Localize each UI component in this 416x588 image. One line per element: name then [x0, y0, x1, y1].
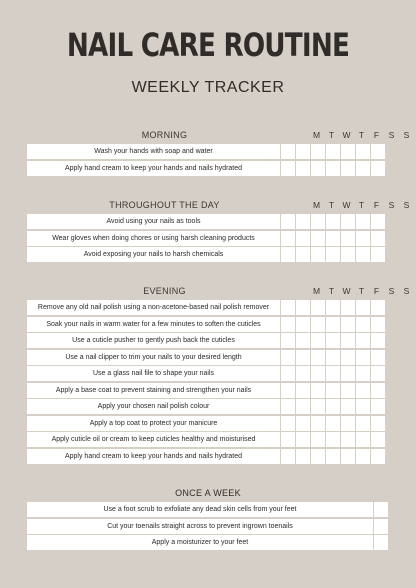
checkbox-cell[interactable] [326, 416, 340, 431]
checkbox-cell[interactable] [341, 161, 355, 176]
checkbox-cell[interactable] [281, 350, 295, 365]
checkbox-cell[interactable] [356, 144, 370, 159]
checkbox-cell[interactable] [311, 350, 325, 365]
checkbox-cell[interactable] [341, 300, 355, 315]
checkbox-cell[interactable] [281, 333, 295, 348]
task-label: Apply a base coat to prevent staining and strengthen your nails [27, 383, 280, 398]
day-header: M [312, 130, 321, 140]
checkbox-cell[interactable] [296, 333, 310, 348]
section-header [27, 486, 389, 502]
checkbox-cell[interactable] [281, 399, 295, 414]
checkbox-cell[interactable] [326, 350, 340, 365]
checkbox-cell[interactable] [341, 416, 355, 431]
section-label: ONCE A WEEK [175, 488, 241, 498]
checkbox-cell[interactable] [326, 214, 340, 229]
task-label: Use a glass nail file to shape your nails [27, 366, 280, 381]
task-row [27, 535, 389, 550]
task-row [27, 231, 389, 246]
checkbox-cell[interactable] [311, 366, 325, 381]
checkbox-cell[interactable] [356, 247, 370, 262]
checkbox-cell[interactable] [311, 231, 325, 246]
checkbox-cell[interactable] [341, 144, 355, 159]
checkbox-cell[interactable] [326, 144, 340, 159]
page-subtitle: WEEKLY TRACKER [131, 79, 285, 96]
task-label: Remove any old nail polish using a non-acetone-based nail polish remover [27, 300, 280, 315]
day-header: S [403, 286, 410, 296]
checkbox-cell[interactable] [296, 317, 310, 332]
checkbox-cell[interactable] [311, 247, 325, 262]
task-label: Avoid using your nails as tools [27, 214, 280, 229]
checkbox-cell[interactable] [356, 300, 370, 315]
checkbox-cell[interactable] [374, 502, 388, 517]
checkbox-cell[interactable] [311, 333, 325, 348]
checkbox-cell[interactable] [311, 300, 325, 315]
task-row [27, 383, 389, 398]
checkbox-cell[interactable] [326, 317, 340, 332]
day-header: S [388, 286, 395, 296]
checkbox-cell[interactable] [296, 432, 310, 447]
checkbox-cell[interactable] [341, 333, 355, 348]
task-row [27, 416, 389, 431]
checkbox-cell[interactable] [296, 449, 310, 464]
day-header: F [373, 130, 380, 140]
checkbox-cell[interactable] [356, 317, 370, 332]
checkbox-cell[interactable] [311, 449, 325, 464]
checkbox-cell[interactable] [281, 161, 295, 176]
checkbox-cell[interactable] [341, 383, 355, 398]
day-header: T [358, 200, 365, 210]
checkbox-cell[interactable] [326, 399, 340, 414]
task-row [27, 449, 389, 464]
task-label: Avoid exposing your nails to harsh chemicals [27, 247, 280, 262]
checkbox-cell[interactable] [356, 161, 370, 176]
checkbox-cell[interactable] [281, 144, 295, 159]
checkbox-cell[interactable] [326, 432, 340, 447]
checkbox-cell[interactable] [311, 416, 325, 431]
checkbox-cell[interactable] [311, 399, 325, 414]
checkbox-cell[interactable] [371, 383, 385, 398]
checkbox-cell[interactable] [326, 300, 340, 315]
task-label: Soak your nails in warm water for a few minutes to soften the cuticles [27, 317, 280, 332]
checkbox-cell[interactable] [326, 383, 340, 398]
checkbox-cell[interactable] [341, 214, 355, 229]
task-label: Apply a top coat to protect your manicure [27, 416, 280, 431]
checkbox-cell[interactable] [296, 300, 310, 315]
checkbox-cell[interactable] [341, 350, 355, 365]
day-header: W [342, 130, 351, 140]
checkbox-cell[interactable] [281, 449, 295, 464]
task-row [27, 317, 389, 332]
task-label: Use a nail clipper to trim your nails to your desired length [27, 350, 280, 365]
checkbox-cell[interactable] [296, 161, 310, 176]
task-label: Wash your hands with soap and water [27, 144, 280, 159]
checkbox-cell[interactable] [281, 432, 295, 447]
task-row [27, 350, 389, 365]
checkbox-cell[interactable] [341, 449, 355, 464]
section-label: THROUGHOUT THE DAY [109, 200, 220, 210]
task-row [27, 247, 389, 262]
checkbox-cell[interactable] [371, 300, 385, 315]
day-header: T [358, 286, 365, 296]
checkbox-cell[interactable] [356, 350, 370, 365]
task-row [27, 161, 389, 176]
task-row [27, 432, 389, 447]
task-row [27, 300, 389, 315]
day-header: W [342, 200, 351, 210]
section-evening [27, 284, 410, 465]
task-row [27, 502, 389, 517]
day-header: T [328, 130, 335, 140]
checkbox-cell[interactable] [281, 214, 295, 229]
page-title: NAIL CARE ROUTINE [66, 26, 350, 64]
checkbox-cell[interactable] [296, 399, 310, 414]
checkbox-cell[interactable] [341, 366, 355, 381]
checkbox-cell[interactable] [296, 144, 310, 159]
checkbox-cell[interactable] [374, 535, 388, 550]
checkbox-cell[interactable] [296, 214, 310, 229]
checkbox-cell[interactable] [326, 333, 340, 348]
checkbox-cell[interactable] [356, 333, 370, 348]
checkbox-cell[interactable] [311, 317, 325, 332]
section-morning [27, 128, 410, 177]
checkbox-cell[interactable] [296, 247, 310, 262]
day-header: S [403, 130, 410, 140]
checkbox-cell[interactable] [374, 519, 388, 534]
task-row [27, 144, 389, 159]
section-header [27, 284, 410, 300]
day-headers [309, 286, 414, 296]
checkbox-cell[interactable] [341, 231, 355, 246]
checkbox-cell[interactable] [371, 416, 385, 431]
checkbox-cell[interactable] [371, 449, 385, 464]
task-row [27, 399, 389, 414]
task-label: Cut your toenails straight across to prevent ingrown toenails [27, 519, 373, 534]
day-headers [309, 130, 414, 140]
checkbox-cell[interactable] [341, 247, 355, 262]
checkbox-cell[interactable] [341, 317, 355, 332]
section-header [27, 128, 410, 144]
checkbox-cell[interactable] [281, 231, 295, 246]
checkbox-cell[interactable] [311, 383, 325, 398]
day-header: F [373, 200, 380, 210]
checkbox-cell[interactable] [296, 350, 310, 365]
checkbox-cell[interactable] [326, 247, 340, 262]
checkbox-cell[interactable] [356, 214, 370, 229]
checkbox-cell[interactable] [371, 350, 385, 365]
checkbox-cell[interactable] [281, 300, 295, 315]
day-headers [309, 200, 414, 210]
checkbox-cell[interactable] [371, 214, 385, 229]
section-label: EVENING [143, 286, 186, 296]
task-label: Apply cuticle oil or cream to keep cuticles healthy and moisturised [27, 432, 280, 447]
day-header: T [358, 130, 365, 140]
checkbox-cell[interactable] [326, 449, 340, 464]
day-header: F [373, 286, 380, 296]
task-label: Apply hand cream to keep your hands and nails hydrated [27, 161, 280, 176]
checkbox-cell[interactable] [296, 383, 310, 398]
day-header: M [312, 286, 321, 296]
checkbox-cell[interactable] [326, 231, 340, 246]
checkbox-cell[interactable] [311, 161, 325, 176]
day-header: S [388, 130, 395, 140]
checkbox-cell[interactable] [296, 416, 310, 431]
task-row [27, 366, 389, 381]
checkbox-cell[interactable] [371, 247, 385, 262]
checkbox-cell[interactable] [311, 432, 325, 447]
checkbox-cell[interactable] [311, 144, 325, 159]
checkbox-cell[interactable] [326, 366, 340, 381]
checkbox-cell[interactable] [281, 383, 295, 398]
task-label: Use a foot scrub to exfoliate any dead skin cells from your feet [27, 502, 373, 517]
task-label: Apply hand cream to keep your hands and nails hydrated [27, 449, 280, 464]
checkbox-cell[interactable] [371, 144, 385, 159]
task-label: Use a cuticle pusher to gently push back the cuticles [27, 333, 280, 348]
checkbox-cell[interactable] [371, 399, 385, 414]
task-row [27, 214, 389, 229]
section-header [27, 198, 410, 214]
checkbox-cell[interactable] [296, 366, 310, 381]
day-header: W [342, 286, 351, 296]
checkbox-cell[interactable] [281, 317, 295, 332]
checkbox-cell[interactable] [296, 231, 310, 246]
checkbox-cell[interactable] [356, 432, 370, 447]
task-row [27, 519, 389, 534]
checkbox-cell[interactable] [341, 399, 355, 414]
checkbox-cell[interactable] [281, 416, 295, 431]
checkbox-cell[interactable] [371, 366, 385, 381]
checkbox-cell[interactable] [356, 231, 370, 246]
checkbox-cell[interactable] [356, 416, 370, 431]
checkbox-cell[interactable] [281, 366, 295, 381]
task-label: Wear gloves when doing chores or using harsh cleaning products [27, 231, 280, 246]
checkbox-cell[interactable] [341, 432, 355, 447]
checkbox-cell[interactable] [356, 449, 370, 464]
section-once-a-week [27, 486, 389, 552]
checkbox-cell[interactable] [356, 383, 370, 398]
day-header: T [328, 200, 335, 210]
checkbox-cell[interactable] [371, 432, 385, 447]
day-header: S [403, 200, 410, 210]
day-header: S [388, 200, 395, 210]
task-row [27, 333, 389, 348]
checkbox-cell[interactable] [371, 333, 385, 348]
checkbox-cell[interactable] [356, 399, 370, 414]
checkbox-cell[interactable] [281, 247, 295, 262]
checkbox-cell[interactable] [371, 161, 385, 176]
task-label: Apply your chosen nail polish colour [27, 399, 280, 414]
checkbox-cell[interactable] [326, 161, 340, 176]
checkbox-cell[interactable] [311, 214, 325, 229]
day-header: M [312, 200, 321, 210]
section-label: MORNING [141, 130, 188, 140]
task-label: Apply a moisturizer to your feet [27, 535, 373, 550]
checkbox-cell[interactable] [371, 317, 385, 332]
checkbox-cell[interactable] [371, 231, 385, 246]
section-throughout-day [27, 198, 410, 264]
day-header: T [328, 286, 335, 296]
checkbox-cell[interactable] [356, 366, 370, 381]
